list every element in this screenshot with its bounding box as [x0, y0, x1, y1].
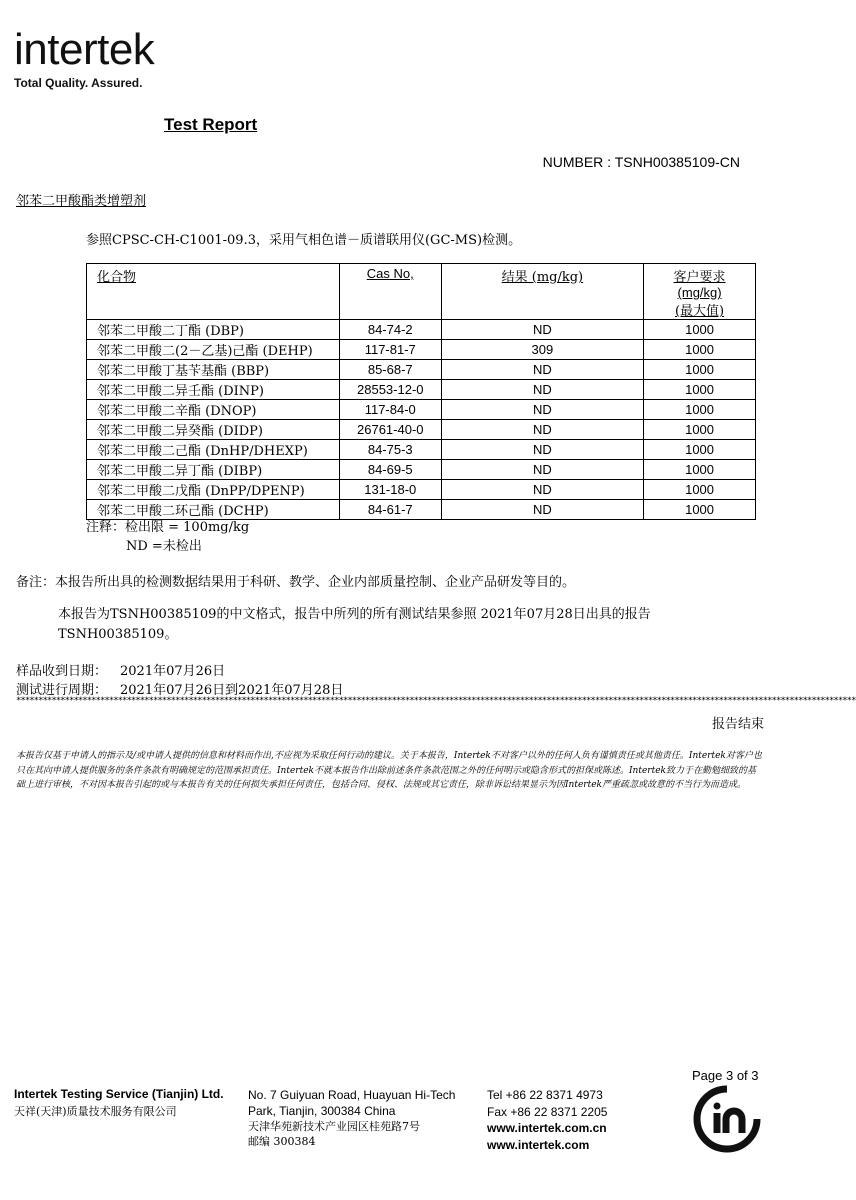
separator-line: ********************************************************************************************************************************************************************************************** [16, 696, 856, 706]
report-title: Test Report [164, 115, 258, 134]
cas-cell: 85-68-7 [339, 360, 441, 380]
result-cell: ND [441, 380, 644, 400]
intertek-seal-icon [692, 1084, 762, 1154]
result-cell: ND [441, 360, 644, 380]
footer-fax: Fax +86 22 8371 2205 [487, 1104, 608, 1119]
intertek-logo [14, 25, 155, 90]
period-label: 测试进行周期： [16, 683, 108, 698]
result-cell: ND [441, 440, 644, 460]
footer-address-cn [248, 1119, 420, 1149]
note-detection-limit: 注释：检出限 = 100mg/kg [86, 520, 250, 535]
result-cell: ND [441, 500, 644, 520]
remark-reference: 本报告为TSNH00385109的中文格式，报告中所列的所有测试结果参照 2021年07月28日出具的报告TSNH00385109。 [58, 607, 651, 642]
cas-cell: 131-18-0 [339, 480, 441, 500]
report-end: 报告结束 [711, 717, 764, 732]
table-row [87, 460, 756, 480]
limit-cell: 1000 [644, 340, 756, 360]
limit-cell: 1000 [644, 400, 756, 420]
compound-cell: 邻苯二甲酸二辛酯 (DNOP) [87, 400, 340, 420]
compound-cell: 邻苯二甲酸二(2－乙基)己酯 (DEHP) [87, 340, 340, 360]
address-line-1: No. 7 Guiyuan Road, Huayuan Hi-Tech [248, 1088, 456, 1102]
compound-cell: 邻苯二甲酸丁基苄基酯 (BBP) [87, 360, 340, 380]
address-line-2: Park, Tianjin, 300384 China [248, 1104, 396, 1118]
limit-cell: 1000 [644, 460, 756, 480]
limit-cell: 1000 [644, 360, 756, 380]
limit-cell: 1000 [644, 500, 756, 520]
compound-cell: 邻苯二甲酸二异癸酯 (DIDP) [87, 420, 340, 440]
table-row [87, 340, 756, 360]
limit-cell: 1000 [644, 440, 756, 460]
page-number: Page 3 of 3 [692, 1068, 759, 1083]
footer-company-cn: 天祥(天津)质量技术服务有限公司 [14, 1105, 177, 1118]
table-row [87, 420, 756, 440]
compound-cell: 邻苯二甲酸二戊酯 (DnPP/DPENP) [87, 480, 340, 500]
cas-cell: 84-75-3 [339, 440, 441, 460]
footer-website-cn[interactable]: www.intertek.com.cn [487, 1121, 607, 1135]
header-compound: 化合物 [87, 264, 340, 320]
section-heading: 邻苯二甲酸酯类增塑剂 [16, 194, 147, 209]
cas-cell: 26761-40-0 [339, 420, 441, 440]
result-cell: ND [441, 460, 644, 480]
results-table [86, 263, 756, 520]
logo-wordmark: intertek [14, 25, 155, 74]
footer-company: Intertek Testing Service (Tianjin) Ltd. [14, 1087, 224, 1101]
footer-contact [487, 1087, 607, 1153]
cas-cell: 117-81-7 [339, 340, 441, 360]
compound-cell: 邻苯二甲酸二环己酯 (DCHP) [87, 500, 340, 520]
result-cell: ND [441, 480, 644, 500]
table-row [87, 440, 756, 460]
limit-cell: 1000 [644, 380, 756, 400]
cas-cell: 28553-12-0 [339, 380, 441, 400]
table-row [87, 480, 756, 500]
sample-received-date [16, 660, 225, 679]
result-cell: 309 [441, 340, 644, 360]
result-cell: ND [441, 320, 644, 340]
cas-cell: 117-84-0 [339, 400, 441, 420]
cas-cell: 84-69-5 [339, 460, 441, 480]
footer-tel: Tel +86 22 8371 4973 [487, 1088, 603, 1102]
result-cell: ND [441, 400, 644, 420]
received-label: 样品收到日期： [16, 664, 108, 679]
table-row [87, 320, 756, 340]
note-nd-definition: ND =未检出 [126, 539, 202, 554]
disclaimer: 本报告仅基于申请人的指示及/或申请人提供的信息和材料而作出,不应视为采取任何行动的建议。关于本报告，Intertek不对客户以外的任何人负有谨慎责任或其他责任。Intertek对客户也只在其向申请人提供服务的条件条款有明确规定的范围承担责任。Intertek不就本报告作出除前述条件条款范围之外的任何明示或隐含形式的担保或陈述。Intertek致力于在勤勉细致的基础上进行审核，不对因本报告引起的或与本报告有关的任何损失承担任何责任，包括合同、侵权、法规或其它责任，除非诉讼结果显示为因Intertek严重疏忽或故意的不当行为而造成。 [16, 751, 762, 790]
cas-cell: 84-61-7 [339, 500, 441, 520]
received-value: 2021年07月26日 [120, 664, 226, 679]
compound-cell: 邻苯二甲酸二异丁酯 (DIBP) [87, 460, 340, 480]
header-result: 结果 (mg/kg) [441, 264, 644, 320]
remark-purpose: 备注：本报告所出具的检测数据结果用于科研、教学、企业内部质量控制、企业产品研发等目的。 [16, 575, 576, 590]
address-cn-line-1: 天津华苑新技术产业园区桂苑路7号 [248, 1120, 420, 1133]
report-number: NUMBER : TSNH00385109-CN [542, 154, 740, 170]
limit-cell: 1000 [644, 420, 756, 440]
header-requirement: 客户要求 (mg/kg) (最大值) [644, 264, 756, 320]
limit-cell: 1000 [644, 320, 756, 340]
logo-tagline: Total Quality. Assured. [14, 76, 143, 90]
table-header-row [87, 264, 756, 320]
compound-cell: 邻苯二甲酸二己酯 (DnHP/DHEXP) [87, 440, 340, 460]
address-cn-line-2: 邮编 300384 [248, 1135, 316, 1148]
test-method: 参照CPSC-CH-C1001-09.3，采用气相色谱－质谱联用仪(GC-MS)检测。 [86, 233, 522, 248]
table-row [87, 400, 756, 420]
compound-cell: 邻苯二甲酸二丁酯 (DBP) [87, 320, 340, 340]
footer-website[interactable]: www.intertek.com [487, 1137, 590, 1152]
result-cell: ND [441, 420, 644, 440]
period-value: 2021年07月26日到2021年07月28日 [120, 683, 344, 698]
table-row [87, 380, 756, 400]
table-row [87, 360, 756, 380]
cas-cell: 84-74-2 [339, 320, 441, 340]
limit-cell: 1000 [644, 480, 756, 500]
header-cas: Cas No, [339, 264, 441, 320]
compound-cell: 邻苯二甲酸二异壬酯 (DINP) [87, 380, 340, 400]
footer-address [248, 1087, 455, 1119]
